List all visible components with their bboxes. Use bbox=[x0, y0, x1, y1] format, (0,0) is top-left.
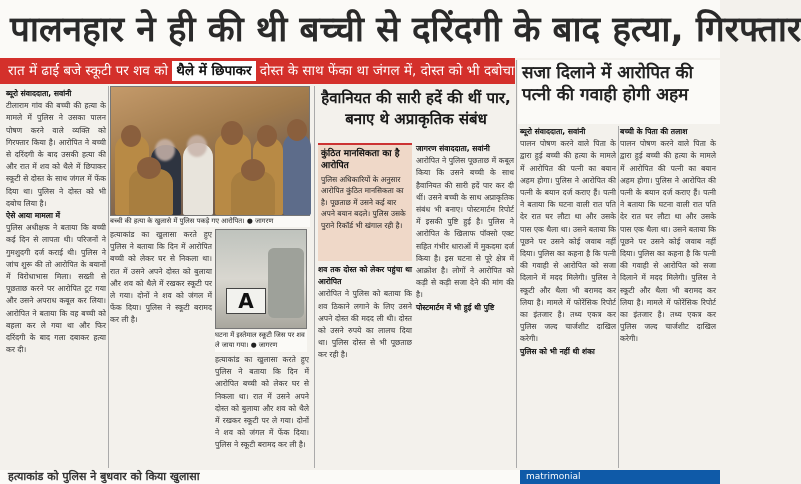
photo2-caption: घटना में इस्तेमाल स्कूटी जिस पर शव ले जाया गया। ● जागरण bbox=[215, 330, 307, 352]
left-column bbox=[6, 88, 106, 468]
ad-banner[interactable] bbox=[520, 470, 720, 484]
left-subhead: ऐसे आया मामला में bbox=[6, 211, 61, 221]
left-text: टीलाराम गांव की बच्ची की हत्या के मामले में पुलिस ने उसका पालन पोषण करने वाले व्यक्ति को गिरफ्तार किया है। आरोपित ने बच्ची से दरिंदगी के बाद उसकी हत्या की और रात में शव को थैले में छिपाकर स्कूटी से दोस्त के साथ जंगल में फेंक दिया था। पुलिस ने दोस्त को भी दबोच लिया है। bbox=[6, 101, 106, 208]
center-subhead: पोस्टमार्टम में भी हुई थी पुष्टि bbox=[416, 302, 495, 312]
photo1-caption: बच्ची की हत्या के खुलासे में पुलिस पकड़े गए आरोपित। ● जागरण bbox=[110, 216, 310, 227]
center-sidebar-box bbox=[318, 143, 412, 261]
sidebar-title: कुंठित मानसिकता का है आरोपित bbox=[321, 149, 400, 171]
right-text-2: पालन पोषण करने वाले पिता के द्वारा हुई बच्ची की हत्या के मामले में आरोपित की पत्नी का बयान अहम होगा। पुलिस ने आरोपित की पत्नी के बयान दर्ज कराए हैं। पत्नी ने बताया कि घटना वाली रात पति देर रात घर लौटा था और उसके पास एक थैला था। उसने बताया कि पूछने पर उसने कोई जवाब नहीं दिया। पुलिस का कहना है कि पत्नी की गवाही से आरोपित को सजा दिलाने में मदद मिलेगी। पुलिस ने स्कूटी और थैला भी बरामद कर लिया है। मामले में फोरेंसिक रिपोर्ट का इंतजार है। तथ्य एकत्र कर पुलिस जल्द चार्जशीट दाखिल करेगी। bbox=[620, 139, 716, 344]
center-column-right bbox=[416, 143, 514, 468]
right-column-1 bbox=[520, 126, 616, 468]
column-rule bbox=[108, 86, 109, 468]
center-column-left bbox=[318, 264, 412, 468]
column-rule bbox=[516, 60, 517, 468]
scooter-plate: A bbox=[226, 288, 266, 314]
subheadline-text-after: दोस्त के साथ फेंका था जंगल में, दोस्त को भी दबोचा bbox=[255, 63, 515, 79]
police-accused-photo bbox=[110, 86, 310, 216]
column-rule bbox=[314, 86, 315, 468]
center-byline: जागरण संवाददाता, सवांनी bbox=[416, 144, 490, 153]
right-subhead-1: पुलिस को भी नहीं थी शंका bbox=[520, 346, 595, 356]
right-subhead-2: बच्ची के पिता की तलाश bbox=[620, 127, 688, 136]
left-byline: ब्यूरो संवाददाता, सवांनी bbox=[6, 89, 72, 98]
center-text: आरोपित ने पुलिस पूछताछ में कबूल किया कि उसने बच्ची के साथ हैवानियत की सारी हदें पार कर दी थीं। उसने बच्ची के साथ अप्राकृतिक संबंध भी बनाए। पोस्टमार्टम रिपोर्ट में इसकी पुष्टि हुई है। पुलिस ने आरोपित के खिलाफ पॉक्सो एक्ट सहित गंभीर धाराओं में मुकदमा दर्ज किया है। इस घटना से पूरे क्षेत्र में आक्रोश है। लोगों ने आरोपित को कड़ी से कड़ी सजा देने की मांग की है। bbox=[416, 156, 514, 300]
scooter-photo bbox=[215, 229, 307, 329]
center-story-title: हैवानियत की सारी हदें की थीं पार, बनाए थे अप्राकृतिक संबंध bbox=[321, 89, 511, 128]
mid-text-2: हत्याकांड का खुलासा करते हुए पुलिस ने बताया कि दिन में आरोपित बच्ची को लेकर घर से निकला था। रात में उसने अपने दोस्त को बुलाया और शव को थैले में रखकर स्कूटी पर ले गया। दोनों ने शव को जंगल में फेंक दिया। पुलिस ने स्कूटी बरामद कर ली है। bbox=[215, 355, 309, 450]
ad-text: matrimonial bbox=[526, 472, 581, 482]
right-story-header bbox=[518, 60, 720, 124]
right-byline: ब्यूरो संवाददाता, सवांनी bbox=[520, 127, 586, 136]
right-story-title: सजा दिलाने में आरोपित की पत्नी की गवाही होगी अहम bbox=[522, 63, 694, 105]
page-headline: पालनहार ने ही की थी बच्ची से दरिंदगी के बाद हत्या, गिरफ्तार bbox=[0, 0, 720, 58]
center-subhead-2: शव तक दोस्त को लेकर पहुंचा था आरोपित bbox=[318, 265, 412, 287]
column-rule bbox=[618, 126, 619, 468]
mid-text: हत्याकांड का खुलासा करते हुए पुलिस ने बताया कि दिन में आरोपित बच्ची को लेकर घर से निकला था। रात में उसने अपने दोस्त को बुलाया और शव को थैले में रखकर स्कूटी पर ले गया। दोनों ने शव को जंगल में फेंक दिया। पुलिस ने स्कूटी बरामद कर ली है। bbox=[110, 230, 212, 325]
right-text: पालन पोषण करने वाले पिता के द्वारा हुई बच्ची की हत्या के मामले में आरोपित की पत्नी का बयान अहम होगा। पुलिस ने आरोपित की पत्नी के बयान दर्ज कराए हैं। पत्नी ने बताया कि घटना वाली रात पति देर रात घर लौटा था और उसके पास एक थैला था। उसने बताया कि पूछने पर उसने कोई जवाब नहीं दिया। पुलिस का कहना है कि पत्नी की गवाही से आरोपित को सजा दिलाने में मदद मिलेगी। पुलिस ने स्कूटी और थैला भी बरामद कर लिया है। मामले में फोरेंसिक रिपोर्ट का इंतजार है। तथ्य एकत्र कर पुलिस जल्द चार्जशीट दाखिल करेगी। bbox=[520, 139, 616, 344]
mid-column-2 bbox=[215, 354, 309, 468]
subheadline-highlight: थैले में छिपाकर bbox=[172, 61, 255, 81]
subheadline-text-before: रात में ढाई बजे स्कूटी पर शव को bbox=[8, 63, 173, 79]
mid-column bbox=[110, 229, 212, 469]
bottom-text: हत्याकांड को पुलिस ने बुधवार को किया खुलासा bbox=[8, 470, 200, 483]
right-column-2 bbox=[620, 126, 716, 468]
left-text-2: पुलिस अधीक्षक ने बताया कि बच्ची कई दिन से लापता थी। परिजनों ने गुमशुदगी दर्ज कराई थी। पुलिस ने जांच शुरू की तो आरोपित के बयानों में विरोधाभास मिला। सख्ती से पूछताछ करने पर आरोपित टूट गया और उसने अपराध कबूल कर लिया। आरोपित ने बताया कि वह बच्ची को बहला कर ले गया था और फिर दरिंदगी के बाद गला दबाकर हत्या कर दी। bbox=[6, 223, 106, 355]
subheadline-strip bbox=[0, 58, 515, 84]
center-text-2: आरोपित ने पुलिस को बताया कि शव ठिकाने लगाने के लिए उसने अपने दोस्त की मदद ली थी। दोस्त को उसने रुपये का लालच दिया था। पुलिस दोस्त से भी पूछताछ कर रही है। bbox=[318, 289, 412, 360]
sidebar-text: पुलिस अधिकारियों के अनुसार आरोपित कुंठित मानसिकता का है। पूछताछ में उसने कई बार अपने बयान बदले। पुलिस उसके पुराने रिकॉर्ड भी खंगाल रही है। bbox=[321, 175, 406, 230]
